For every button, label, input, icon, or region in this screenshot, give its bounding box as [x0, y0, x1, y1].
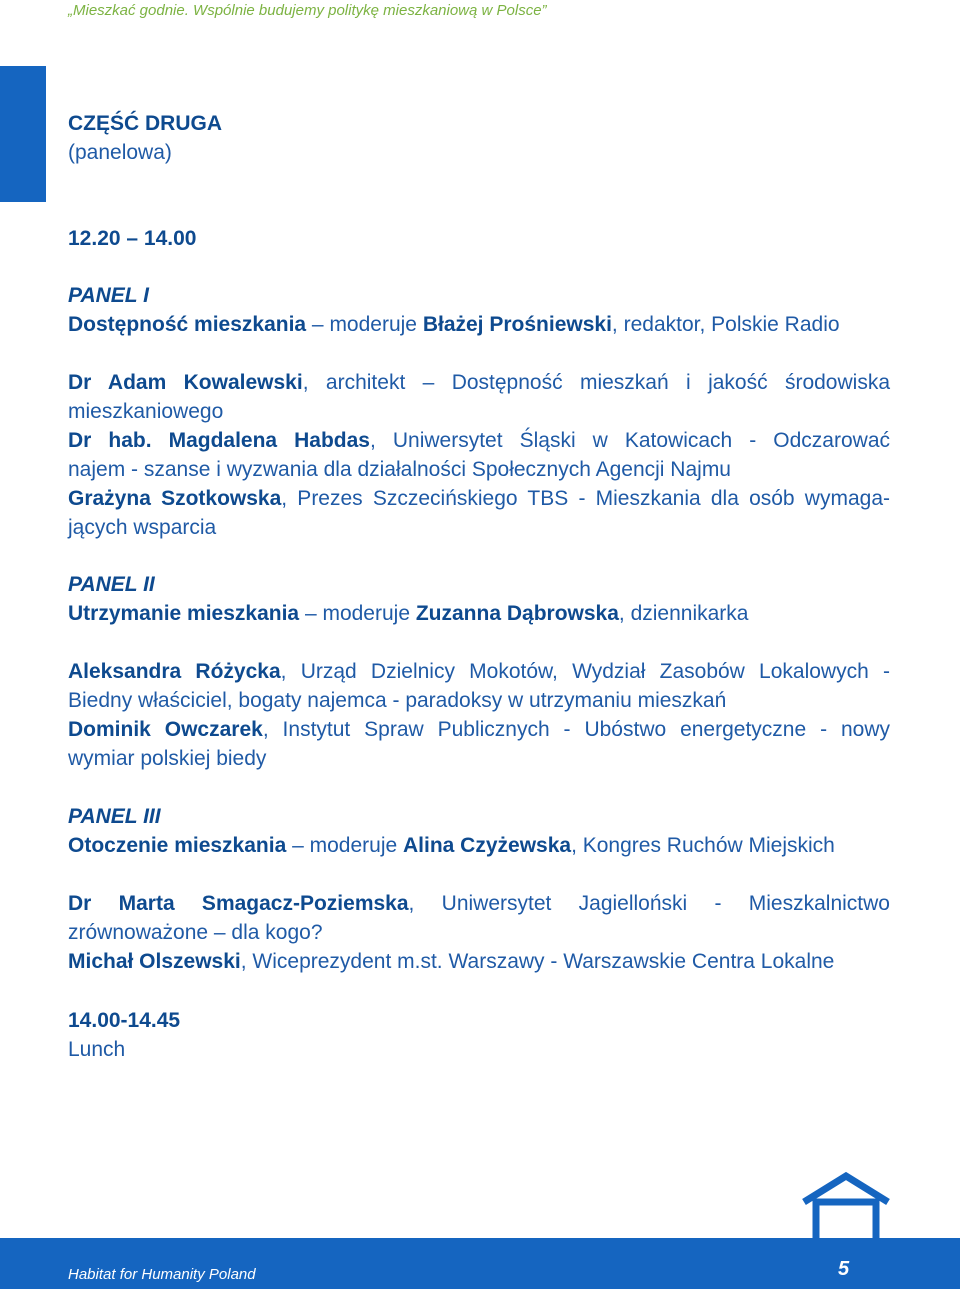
- speaker-desc: , Uniwersytet Jagielloński - Mieszkalnictwo: [408, 892, 890, 915]
- speaker-name: Dr hab. Magdalena Habdas: [68, 429, 370, 452]
- panel-3-topic-line: [68, 831, 835, 860]
- speaker-desc: , Wiceprezydent m.st. Warszawy - Warszawskie Centra Lokalne: [240, 950, 835, 973]
- header-tagline: „Mieszkać godnie. Wspólnie budujemy politykę mieszkaniową w Polsce”: [68, 2, 547, 19]
- panel-1-topic: Dostępność mieszkania: [68, 313, 307, 336]
- panel-3-label: PANEL III: [68, 805, 161, 828]
- panel-3-speaker-2: [68, 947, 834, 976]
- lunch-label: Lunch: [68, 1038, 126, 1061]
- house-icon: [800, 1172, 892, 1242]
- panel-1-mod-word: – moderuje: [306, 313, 423, 336]
- panel-3-speaker-1: [68, 889, 890, 918]
- panel-2-speaker-2: [68, 715, 890, 744]
- page-number: 5: [838, 1258, 850, 1280]
- panel-1-speaker-3: [68, 484, 890, 513]
- section-accent-bar: [0, 66, 46, 202]
- section-subtitle: (panelowa): [68, 141, 172, 164]
- footer-org: Habitat for Humanity Poland: [68, 1266, 256, 1283]
- panel-2-label: PANEL II: [68, 573, 155, 596]
- panel-1-speaker-2-cont: najem - szanse i wyzwania dla działalności Społecznych Agencji Najmu: [68, 458, 731, 481]
- speaker-name: Aleksandra Różycka: [68, 660, 281, 683]
- panel-2-topic-line: [68, 599, 748, 628]
- panel-2-moderator-role: , dziennikarka: [618, 602, 749, 625]
- speaker-name: Michał Olszewski: [68, 950, 241, 973]
- speaker-name: Dr Adam Kowalewski: [68, 371, 303, 394]
- speaker-desc: , Prezes Szczecińskiego TBS - Mieszkania dla osób wymaga-: [281, 487, 890, 510]
- panel-2-moderator: Zuzanna Dąbrowska: [415, 602, 619, 625]
- section-time: 12.20 – 14.00: [68, 227, 197, 250]
- speaker-desc: , Instytut Spraw Publicznych - Ubóstwo energetyczne - nowy: [262, 718, 890, 741]
- panel-3-moderator: Alina Czyżewska: [403, 834, 572, 857]
- panel-1-label: PANEL I: [68, 284, 149, 307]
- panel-2-topic: Utrzymanie mieszkania: [68, 602, 300, 625]
- panel-3-mod-word: – moderuje: [286, 834, 403, 857]
- speaker-name: Grażyna Szotkowska: [68, 487, 282, 510]
- panel-1-topic-line: [68, 310, 840, 339]
- panel-3-moderator-role: , Kongres Ruchów Miejskich: [571, 834, 835, 857]
- panel-3-topic: Otoczenie mieszkania: [68, 834, 287, 857]
- speaker-name: Dominik Owczarek: [68, 718, 263, 741]
- panel-2-speaker-1: [68, 657, 890, 686]
- panel-1-speaker-1: [68, 368, 890, 397]
- speaker-desc: , Uniwersytet Śląski w Katowicach - Odczarować: [370, 429, 890, 452]
- speaker-name: Dr Marta Smagacz-Poziemska: [68, 892, 409, 915]
- panel-1-moderator: Błażej Prośniewski: [422, 313, 612, 336]
- panel-2-speaker-2-cont: wymiar polskiej biedy: [68, 747, 267, 770]
- panel-1-speaker-1-cont: mieszkaniowego: [68, 400, 224, 423]
- panel-2-mod-word: – moderuje: [299, 602, 416, 625]
- speaker-desc: , architekt – Dostępność mieszkań i jakość środowiska: [302, 371, 891, 394]
- panel-2-speaker-1-cont: Biedny właściciel, bogaty najemca - paradoksy w utrzymaniu mieszkań: [68, 689, 727, 712]
- lunch-time: 14.00-14.45: [68, 1009, 181, 1032]
- panel-1-speaker-3-cont: jących wsparcia: [68, 516, 217, 539]
- panel-3-speaker-1-cont: zrównoważone – dla kogo?: [68, 921, 323, 944]
- speaker-desc: , Urząd Dzielnicy Mokotów, Wydział Zasobów Lokalowych -: [280, 660, 890, 683]
- panel-1-speaker-2: [68, 426, 890, 455]
- panel-1-moderator-role: , redaktor, Polskie Radio: [611, 313, 840, 336]
- section-title: CZĘŚĆ DRUGA: [68, 112, 223, 135]
